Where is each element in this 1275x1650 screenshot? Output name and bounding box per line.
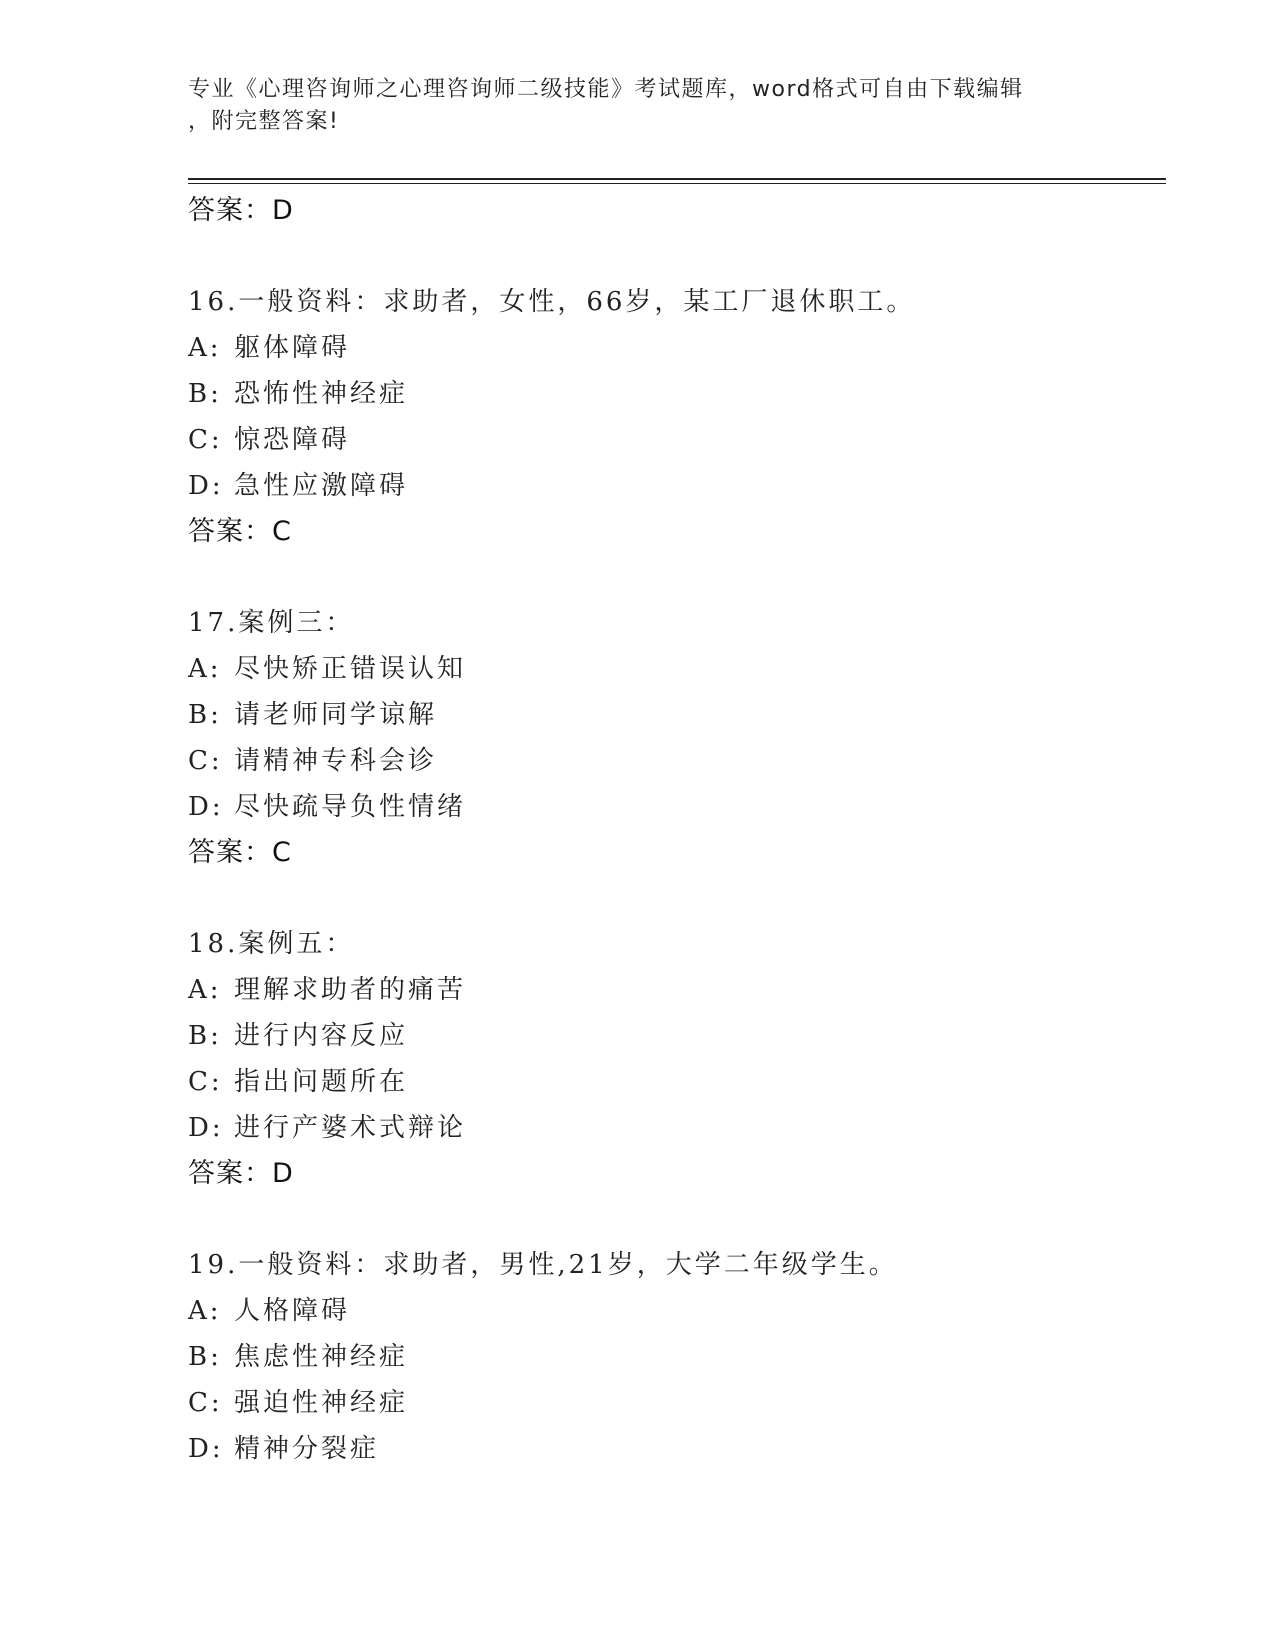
question-list (188, 188, 1148, 1472)
question-stem: 18.案例五： (188, 929, 355, 959)
option-letter: A: (188, 1296, 222, 1326)
option-letter: A: (188, 333, 222, 363)
option-letter: D: (188, 792, 224, 822)
option-c (188, 417, 1148, 463)
option-text: 请精神专科会诊 (234, 746, 438, 776)
answer-line: 答案：D (188, 195, 294, 226)
option-letter: A: (188, 654, 222, 684)
document-header (188, 74, 1068, 138)
option-text: 进行内容反应 (234, 1021, 409, 1051)
option-letter: B: (188, 1342, 222, 1372)
option-text: 惊恐障碍 (234, 425, 351, 455)
option-text: 尽快矫正错误认知 (234, 654, 467, 684)
header-rule-thin (188, 183, 1166, 184)
answer-line: 答案：D (188, 1158, 294, 1189)
question-stem: 19.一般资料：求助者，男性,21岁，大学二年级学生。 (188, 1250, 898, 1280)
option-b (188, 692, 1148, 738)
header-line-2: ，附完整答案! (188, 109, 340, 134)
option-letter: C: (188, 1388, 223, 1418)
question-block (188, 600, 1148, 876)
option-letter: B: (188, 1021, 222, 1051)
option-text: 理解求助者的痛苦 (234, 975, 467, 1005)
option-letter: B: (188, 379, 222, 409)
option-text: 尽快疏导负性情绪 (234, 792, 467, 822)
option-c (188, 738, 1148, 784)
answer-line: 答案：C (188, 516, 292, 547)
option-letter: A: (188, 975, 222, 1005)
option-text: 恐怖性神经症 (234, 379, 409, 409)
option-letter: D: (188, 1113, 224, 1143)
option-text: 进行产婆术式辩论 (234, 1113, 467, 1143)
option-text: 请老师同学谅解 (234, 700, 438, 730)
option-c (188, 1380, 1148, 1426)
option-d (188, 784, 1148, 830)
header-line-1: 专业《心理咨询师之心理咨询师二级技能》考试题库，word格式可自由下载编辑 (188, 77, 1024, 102)
option-a (188, 967, 1148, 1013)
option-b (188, 1013, 1148, 1059)
option-letter: C: (188, 1067, 223, 1097)
option-text: 强迫性神经症 (234, 1388, 409, 1418)
option-letter: B: (188, 700, 222, 730)
question-block (188, 921, 1148, 1197)
option-a (188, 325, 1148, 371)
option-text: 躯体障碍 (234, 333, 351, 363)
option-text: 人格障碍 (234, 1296, 351, 1326)
header-rule-thick (188, 178, 1166, 180)
answer-line: 答案：C (188, 837, 292, 868)
option-a (188, 1288, 1148, 1334)
option-letter: C: (188, 425, 223, 455)
option-text: 焦虑性神经症 (234, 1342, 409, 1372)
option-letter: D: (188, 471, 224, 501)
option-d (188, 1105, 1148, 1151)
option-letter: C: (188, 746, 223, 776)
option-b (188, 1334, 1148, 1380)
option-d (188, 1426, 1148, 1472)
option-text: 精神分裂症 (234, 1434, 380, 1464)
option-letter: D: (188, 1434, 224, 1464)
option-c (188, 1059, 1148, 1105)
option-a (188, 646, 1148, 692)
option-b (188, 371, 1148, 417)
question-stem: 17.案例三： (188, 608, 355, 638)
question-stem: 16.一般资料：求助者，女性，66岁，某工厂退休职工。 (188, 287, 916, 317)
question-block (188, 279, 1148, 555)
question-block (188, 1242, 1148, 1472)
option-d (188, 463, 1148, 509)
option-text: 指出问题所在 (234, 1067, 409, 1097)
option-text: 急性应激障碍 (234, 471, 409, 501)
